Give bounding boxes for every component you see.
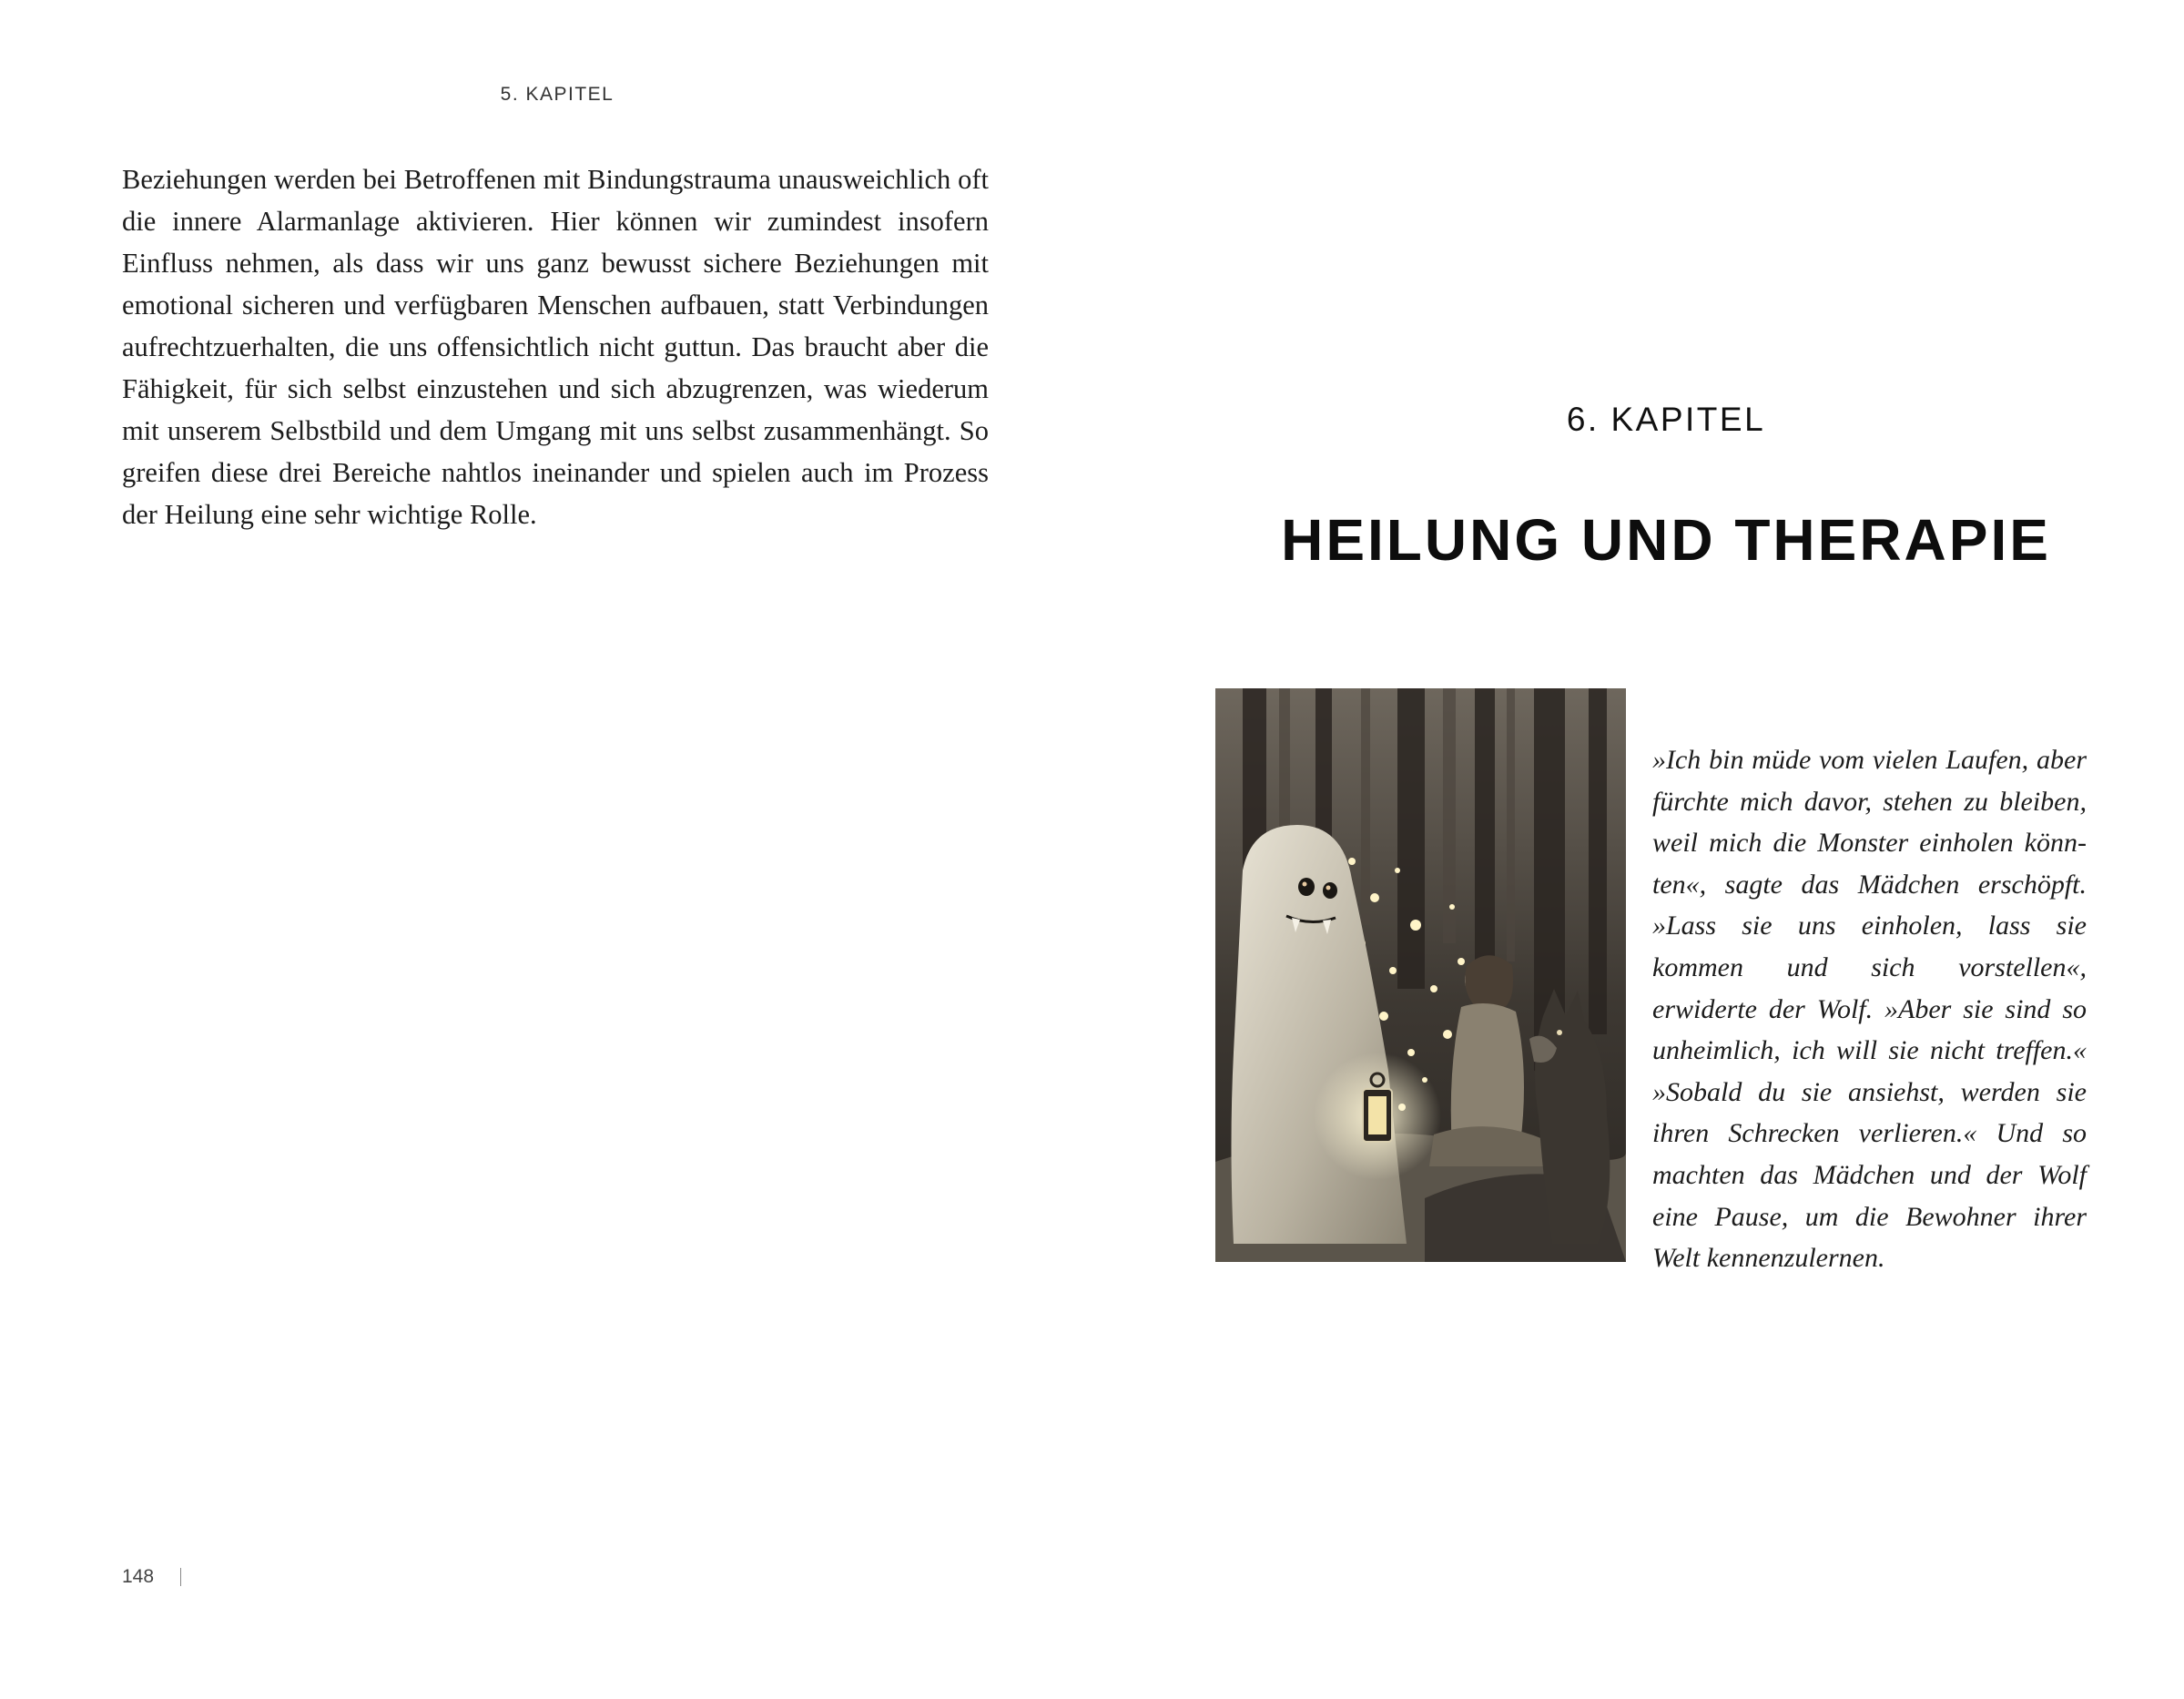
chapter-title: HEILUNG UND THERAPIE [1281,507,2051,573]
page-number-divider [180,1568,181,1586]
page-number: 148 [122,1566,155,1587]
chapter-illustration [1215,688,1626,1262]
forest-ghost-girl-wolf-lantern-illustration-icon [1215,688,1626,1262]
running-head: 5. KAPITEL [500,84,615,105]
body-paragraph: Beziehungen werden bei Betroffenen mit Bindungstrauma unausweichlich oft die innere Alarmanlage aktivieren. Hier können wir zumindest insofern Einfluss nehmen, als dass wir uns ganz bewusst sichere Beziehungen mit emotional sicheren und verfügbaren Menschen aufbauen, statt Verbindungen aufrechtzuerhalten, die uns offensichtlich nicht guttun. Das braucht aber die Fähigkeit, für sich selbst einzustehen und sich abzugrenzen, was wiederum mit unserem Selbstbild und dem Umgang mit uns selbst zusammenhängt. So greifen diese drei Bereiche nahtlos ineinander und spielen auch im Prozess der Heilung eine sehr wichtige Rolle. [122,164,989,530]
story-quote: »Ich bin müde vom vielen Laufen, aber fürchte mich davor, stehen zu bleiben, weil mich die Monster einholen könnten«, sagte das Mädchen erschöpft. »Lass sie uns einholen, lass sie kommen und sich vorstellen«, erwiderte der Wolf. »Aber sie sind so unheimlich, ich will sie nicht treffen.« »Sobald du sie ansiehst, werden sie ihren Schrecken verlieren.« Und so machten das Mädchen und der Wolf eine Pause, um die Bewohner ihrer Welt kennenzulernen. [1652,745,2087,1274]
chapter-label: 6. KAPITEL [1566,401,1766,438]
